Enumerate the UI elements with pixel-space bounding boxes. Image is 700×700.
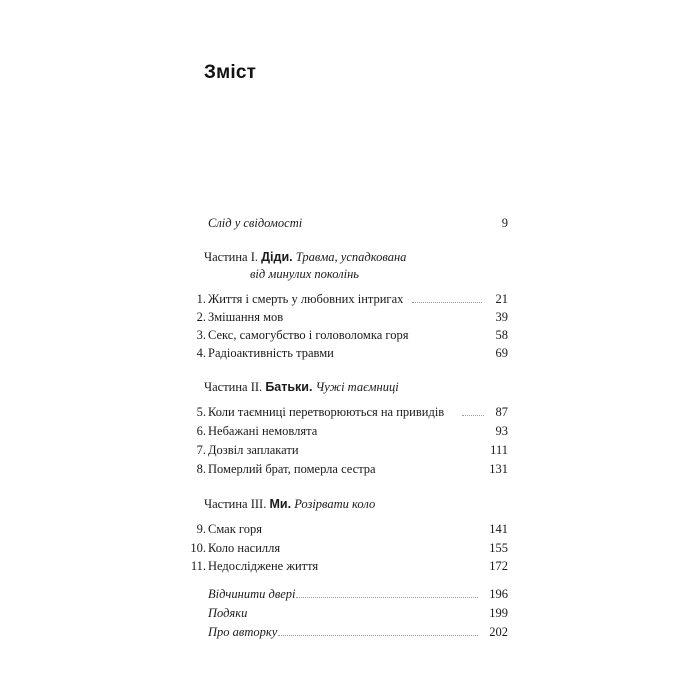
chapter-page: 111 (490, 443, 508, 457)
toc-entry-chapter (190, 520, 508, 538)
dot-leader (296, 597, 478, 598)
chapter-number: 2. (196, 310, 206, 324)
chapter-number: 11. (190, 559, 206, 573)
chapter-number: 10. (190, 541, 206, 555)
page-title: Зміст (204, 62, 257, 83)
chapter-title: Життя і смерть у любовних інтригах (208, 292, 404, 306)
toc-entry-intro (190, 214, 508, 232)
part-subtitle-continued: від минулих поколінь (250, 267, 359, 281)
chapter-page: 21 (495, 292, 508, 306)
toc-entry-page: 196 (489, 587, 508, 601)
toc-entry-back-matter (190, 585, 508, 603)
chapter-number: 9. (196, 522, 206, 536)
chapter-page: 155 (489, 541, 508, 555)
toc-entry-back-matter (190, 604, 508, 622)
toc-entry-chapter (190, 441, 508, 459)
chapter-number: 5. (196, 405, 206, 419)
chapter-title: Дозвіл заплакати (208, 443, 299, 457)
chapter-page: 87 (495, 405, 508, 419)
chapter-page: 172 (489, 559, 508, 573)
part-heading-2 (204, 378, 399, 396)
dot-leader (412, 302, 482, 303)
part-subtitle: Чужі таємниці (315, 380, 399, 394)
chapter-title: Коло насилля (208, 541, 281, 555)
chapter-page: 141 (489, 522, 508, 536)
part-heading-1 (204, 248, 406, 266)
chapter-page: 39 (495, 310, 508, 324)
chapter-title: Недосліджене життя (208, 559, 319, 573)
toc-entry-chapter (190, 403, 508, 421)
part-name: Діди. (261, 250, 293, 264)
dot-leader (462, 415, 484, 416)
toc-entry-back-matter (190, 623, 508, 641)
toc-entry-label: Відчинити двері (208, 587, 296, 601)
chapter-title: Небажані немовлята (208, 424, 318, 438)
toc-entry-label: Про авторку (208, 625, 278, 639)
chapter-title: Смак горя (208, 522, 262, 536)
toc-entry-chapter (190, 290, 508, 308)
toc-entry-page: 202 (489, 625, 508, 639)
toc-entry-chapter (190, 308, 508, 326)
chapter-title: Радіоактивність травми (208, 346, 334, 360)
toc-entry-label: Слід у свідомості (208, 216, 303, 230)
part-subtitle: Розірвати коло (294, 497, 376, 511)
part-name: Батьки. (265, 380, 313, 394)
chapter-title: Померлий брат, померла сестра (208, 462, 376, 476)
part-prefix: Частина І. (204, 250, 259, 264)
chapter-number: 3. (196, 328, 206, 342)
chapter-number: 6. (196, 424, 206, 438)
chapter-number: 4. (196, 346, 206, 360)
part-prefix: Частина ІІ. (204, 380, 263, 394)
toc-entry-chapter (190, 326, 508, 344)
toc-entry-chapter (190, 557, 508, 575)
part-prefix: Частина ІІІ. (204, 497, 267, 511)
toc-entry-chapter (190, 344, 508, 362)
chapter-page: 69 (495, 346, 508, 360)
chapter-page: 58 (495, 328, 508, 342)
toc-entry-page: 199 (489, 606, 508, 620)
chapter-number: 7. (196, 443, 206, 457)
toc-entry-chapter (190, 460, 508, 478)
toc-entry-page: 9 (501, 216, 508, 230)
chapter-number: 8. (196, 462, 206, 476)
chapter-number: 1. (196, 292, 206, 306)
part-heading-3 (204, 495, 375, 513)
chapter-title: Секс, самогубство і головоломка горя (208, 328, 409, 342)
chapter-page: 131 (489, 462, 508, 476)
toc-entry-chapter (190, 539, 508, 557)
chapter-title: Коли таємниці перетворюються на привидів (208, 405, 445, 419)
toc-entry-chapter (190, 422, 508, 440)
dot-leader (278, 635, 478, 636)
part-subtitle: Травма, успадкована (295, 250, 407, 264)
toc-entry-label: Подяки (208, 606, 248, 620)
chapter-page: 93 (495, 424, 508, 438)
chapter-title: Змішання мов (208, 310, 284, 324)
part-name: Ми. (269, 497, 292, 511)
